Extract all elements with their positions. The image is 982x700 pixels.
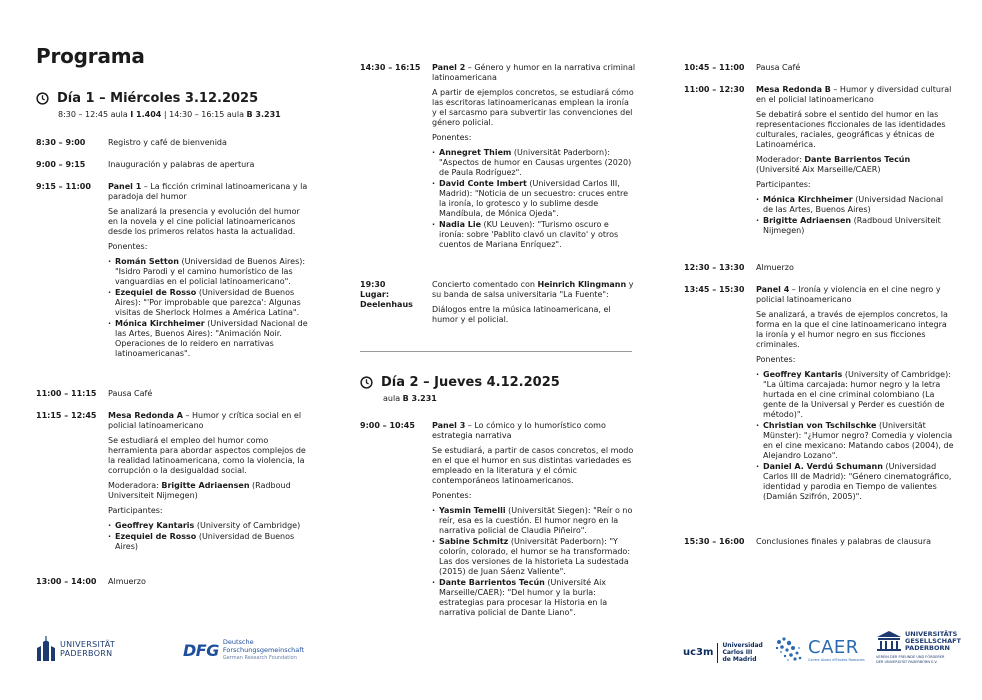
- upb-logo: [36, 636, 115, 662]
- list-item: · Ezequiel de Rosso (Universidad de Buenos Aires): [108, 532, 312, 552]
- item-title: Concierto comentado con Heinrich Klingmann y su banda de salsa universitaria "La Fuente":: [432, 280, 634, 299]
- item-description: Se analizará la presencia y evolución del humor en la novela y el cine policial latinoamericanos desde los primeros relatos hasta la actualidad.: [108, 207, 300, 236]
- item-time: 10:45 – 11:00: [684, 63, 745, 72]
- caer-logo-icon: [773, 634, 805, 664]
- speakers-label: Ponentes:: [756, 355, 796, 364]
- rooms-a-text: 8:30 – 12:45 aula: [58, 110, 131, 119]
- list-item: · Yasmin Temelli (Universität Siegen): "Reír o no reír, esa es la cuestión. El humor negro en la narrativa policial de Claudia Piñeiro".: [432, 506, 636, 536]
- item-time: 9:15 – 11:00: [36, 182, 91, 191]
- caer-logo-sub: Centre Aixois d'Études Romanes: [808, 657, 865, 662]
- day2-header: [360, 375, 560, 390]
- item-time: 9:00 – 10:45: [360, 421, 415, 430]
- participant-list: [756, 195, 954, 236]
- dfg-sub3: German Research Foundation: [222, 655, 297, 661]
- list-item: · Dante Barrientos Tecún (Université Aix Marseille/CAER): "Del humor y la burla: estrategias para procesar la Historia en la narrativa policial de Dante Liano".: [432, 578, 636, 618]
- list-item: · Mónica Kirchheimer (Universidad Nacional de las Artes, Buenos Aires): "Animación Noir. Operaciones de lo reidero en narrativas latinoamericanas".: [108, 319, 312, 359]
- day1-rooms: [58, 110, 281, 119]
- uc3m-divider: [717, 643, 718, 663]
- upb-logo-icon: [36, 636, 56, 662]
- uc3m-logo-mark: uc3m: [683, 647, 714, 658]
- item-title: Panel 3 – Lo cómico y lo humorístico como estrategia narrativa: [432, 421, 606, 440]
- list-item: · Daniel A. Verdú Schumann (Universidad Carlos III de Madrid): "Género cinematográfico, identidad y parodia en Tiempo de valientes (Damián Szifrón, 2005)".: [756, 462, 954, 502]
- list-item: · Brigitte Adriaensen (Radboud Universiteit Nijmegen): [756, 216, 954, 236]
- dfg-sub1: Deutsche: [222, 638, 254, 646]
- dfg-logo-text: [223, 638, 304, 662]
- list-item: · Geoffrey Kantaris (University of Cambridge): [108, 521, 312, 531]
- ges-logo-icon: [876, 630, 902, 652]
- item-time: 11:15 – 12:45: [36, 411, 97, 420]
- universitaetsgesellschaft-logo: [876, 630, 961, 664]
- list-item: · Geoffrey Kantaris (University of Cambridge): "La última carcajada: humor negro y la letra hurtada en el cine criminal colombiano (La gente de la Universal y Perder es cuestión de método)".: [756, 370, 954, 420]
- item-title: Pausa Café: [756, 63, 801, 72]
- item-time: 19:30 Lugar: Deelenhaus: [360, 280, 413, 309]
- day1-title: Día 1 – Miércoles 3.12.2025: [57, 91, 259, 106]
- uc3m-logo: [683, 642, 763, 663]
- day2-room: [383, 394, 437, 403]
- item-title: Inauguración y palabras de apertura: [108, 160, 255, 169]
- item-title: Panel 1 – La ficción criminal latinoamericana y la paradoja del humor: [108, 182, 308, 201]
- clock-icon: [360, 376, 373, 389]
- speaker-list: [756, 370, 954, 502]
- item-description: Diálogos entre la música latinoamericana, el humor y el policial.: [432, 305, 611, 324]
- room-b: B 3.231: [246, 110, 281, 119]
- ges-logo-sub: VEREIN DER FREUNDE UND FÖRDERER DER UNIVERSITÄT PADERBORN E.V.: [876, 655, 945, 664]
- day2-title: Día 2 – Jueves 4.12.2025: [381, 375, 560, 390]
- item-time: 13:45 – 15:30: [684, 285, 745, 294]
- item-title: Registro y café de bienvenida: [108, 138, 227, 147]
- room-a: I 1.404: [130, 110, 162, 119]
- list-item: · David Conte Imbert (Universidad Carlos III, Madrid): "Noticia de un secuestro: cruces entre la ironía, lo grotesco y lo sublime desde Mandíbula, de Mónica Ojeda".: [432, 179, 636, 219]
- list-item: · Annegret Thiem (Universität Paderborn): "Aspectos de humor en Causas urgentes (2020) de Paula Rodríguez".: [432, 148, 636, 178]
- participant-list: [108, 521, 312, 552]
- rooms-b-text: 14:30 – 16:15 aula: [169, 110, 247, 119]
- item-description: Se debatirá sobre el sentido del humor en las representaciones ficcionales de las identidades culturales, raciales, geográficas y étnicas de Latinoamérica.: [756, 110, 946, 149]
- upb-logo-text: UNIVERSITÄT PADERBORN: [60, 640, 116, 658]
- list-item: · Sabine Schmitz (Universität Paderborn): "Y colorín, colorado, el humor se ha transformado: Las dos versiones de la historieta La sudestada (2015) de Juan Sáenz Valiente".: [432, 537, 636, 577]
- list-item: · Nadia Lie (KU Leuven): "Turismo oscuro e ironía: sobre 'Pablito clavó un clavito' y otros cuentos de Mariana Enríquez".: [432, 220, 636, 250]
- list-item: · Ezequiel de Rosso (Universidad de Buenos Aires): "'Por improbable que parezca': Algunas visitas de Sherlock Holmes a América Latina".: [108, 288, 312, 318]
- speaker-list: [432, 506, 636, 618]
- dfg-logo-mark: DFG: [183, 640, 219, 660]
- item-time: 11:00 – 12:30: [684, 85, 745, 94]
- item-title: Panel 2 – Género y humor en la narrativa criminal latinoamericana: [432, 63, 636, 82]
- item-time: 15:30 – 16:00: [684, 537, 745, 546]
- item-time: 13:00 – 14:00: [36, 577, 97, 586]
- rooms-sep: |: [161, 110, 170, 119]
- list-item: · Christian von Tschilschke (Universität Münster): "¿Humor negro? Comedia y violencia en el cine mexicano: Matando cabos (2004), de Alejandro Lozano".: [756, 421, 954, 461]
- speaker-list: [108, 257, 312, 359]
- speaker-list: [432, 148, 636, 250]
- page-title: Programa: [36, 44, 145, 68]
- participants-label: Participantes:: [756, 180, 811, 189]
- item-time: 14:30 – 16:15: [360, 63, 421, 72]
- item-description: Se analizará, a través de ejemplos concretos, la forma en la que el cine latinoamericano integra la ironía y el humor negro en sus ficciones criminales.: [756, 310, 948, 349]
- moderator: Moderador: Dante Barrientos Tecún (Université Aix Marseille/CAER): [756, 155, 911, 174]
- item-time: 9:00 – 9:15: [36, 160, 86, 169]
- day1-header: [36, 91, 258, 106]
- list-item: · Mónica Kirchheimer (Universidad Nacional de las Artes, Buenos Aires): [756, 195, 954, 215]
- ges-logo-text: UNIVERSITÄTS GESELLSCHAFT PADERBORN: [905, 629, 961, 652]
- speakers-label: Ponentes:: [108, 242, 148, 251]
- caer-logo-text: CAER: [808, 636, 859, 658]
- dfg-logo: [183, 638, 304, 662]
- item-title: Mesa Redonda B – Humor y diversidad cultural en el policial latinoamericano: [756, 85, 952, 104]
- item-description: A partir de ejemplos concretos, se estudiará cómo las escritoras latinoamericanas emplean la ironía y el sarcasmo para subvertir las convenciones del género policial.: [432, 88, 634, 127]
- ges-logo-row: [876, 630, 961, 652]
- divider: [360, 351, 632, 352]
- item-description: Se estudiará, a partir de casos concretos, el modo en el que el humor en sus distintas variedades es empleado en la literatura y el cómic contemporáneos latinoamericanos.: [432, 446, 634, 485]
- participants-label: Participantes:: [108, 506, 163, 515]
- dfg-sub2: Forschungsgemeinschaft: [222, 646, 304, 654]
- list-item: · Román Setton (Universidad de Buenos Aires): "Isidro Parodi y el camino humorístico de las vanguardias en el policial latinoamericano".: [108, 257, 312, 287]
- moderator: Moderadora: Brigitte Adriaensen (Radboud Universiteit Nijmegen): [108, 481, 291, 500]
- item-description: Se estudiará el empleo del humor como herramienta para abordar aspectos complejos de la realidad latinoamericana, como la violencia, la corrupción o la desigualdad social.: [108, 436, 306, 475]
- room: B 3.231: [402, 394, 437, 403]
- item-time: 12:30 – 13:30: [684, 263, 745, 272]
- clock-icon: [36, 92, 49, 105]
- item-title: Almuerzo: [108, 577, 146, 586]
- room-pre: aula: [383, 394, 403, 403]
- item-title: Panel 4 – Ironía y violencia en el cine negro y policial latinoamericano: [756, 285, 941, 304]
- speakers-label: Ponentes:: [432, 133, 472, 142]
- speakers-label: Ponentes:: [432, 491, 472, 500]
- caer-logo: [773, 634, 865, 664]
- item-time: 11:00 – 11:15: [36, 389, 97, 398]
- item-title: Conclusiones finales y palabras de clausura: [756, 537, 932, 546]
- item-title: Mesa Redonda A – Humor y crítica social en el policial latinoamericano: [108, 411, 302, 430]
- item-title: Pausa Café: [108, 389, 153, 398]
- item-title: Almuerzo: [756, 263, 794, 272]
- caer-logo-block: [808, 637, 865, 662]
- uc3m-logo-text: Universidad Carlos III de Madrid: [722, 642, 763, 663]
- item-time: 8:30 – 9:00: [36, 138, 86, 147]
